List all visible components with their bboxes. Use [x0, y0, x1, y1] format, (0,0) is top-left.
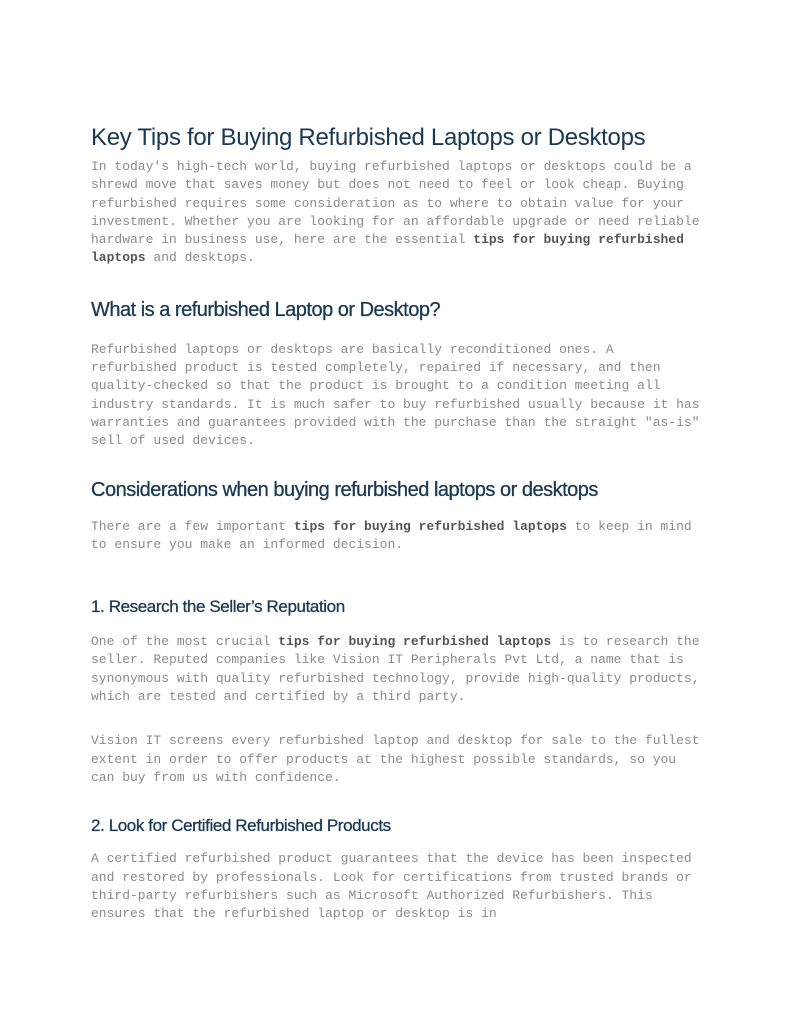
- certified-paragraph: A certified refurbished product guarantees that the device has been inspected and restored by professionals. Look for certifications from trusted brands or third-party refurbishers such as Microsoft Authorized Refurbishers. This ensures that the refurbished laptop or desktop is in: [91, 851, 692, 922]
- research-paragraph-1: [91, 633, 706, 706]
- intro-paragraph: [91, 158, 706, 268]
- research-paragraph-2: Vision IT screens every refurbished laptop and desktop for sale to the fullest extent in order to offer products at the highest possible standards, so you can buy from us with confidence.: [91, 733, 700, 785]
- heading-considerations: Considerations when buying refurbished laptops or desktops: [91, 478, 598, 501]
- considerations-text-end: to keep in mind to ensure you make an informed decision.: [91, 518, 692, 552]
- intro-text: In today's high-tech world, buying refurbished laptops or desktops could be a shrewd move that saves money but does not need to feel or look cheap. Buying refurbished requires some consideration as to where to obtain value for your investment. Whether you are looking for an affordable upgrade or need reliable hardware in business use, here are the essential: [91, 159, 700, 248]
- heading-research-seller: 1. Research the Seller’s Reputation: [91, 597, 345, 617]
- intro-text-end: and desktops.: [145, 250, 255, 266]
- considerations-bold-keyword: tips for buying refurbished laptops: [293, 518, 567, 534]
- heading-what-is-refurbished: What is a refurbished Laptop or Desktop?: [91, 298, 441, 321]
- research-text-end: is to research the seller. Reputed companies like Vision IT Peripherals Pvt Ltd, a name that is synonymous with quality refurbished technology, provide high-quality products, which are tested and certified by a third party.: [91, 634, 700, 705]
- considerations-paragraph: [91, 518, 706, 555]
- considerations-text: There are a few important: [91, 518, 294, 534]
- research-text: One of the most crucial: [91, 634, 279, 650]
- intro-bold-keyword: tips for buying refurbished laptops: [91, 232, 684, 266]
- document-title: Key Tips for Buying Refurbished Laptops or Desktops: [91, 124, 646, 151]
- document-page: [91, 120, 706, 923]
- research-bold-keyword: tips for buying refurbished laptops: [278, 634, 552, 650]
- what-is-paragraph: Refurbished laptops or desktops are basically reconditioned ones. A refurbished product is tested completely, repaired if necessary, and then quality-checked so that the product is brought to a condition meeting all industry standards. It is much safer to buy refurbished usually because it has warranties and guarantees provided with the purchase than the straight "as-is" sell of used devices.: [91, 341, 700, 449]
- heading-certified-products: 2. Look for Certified Refurbished Products: [91, 816, 391, 836]
